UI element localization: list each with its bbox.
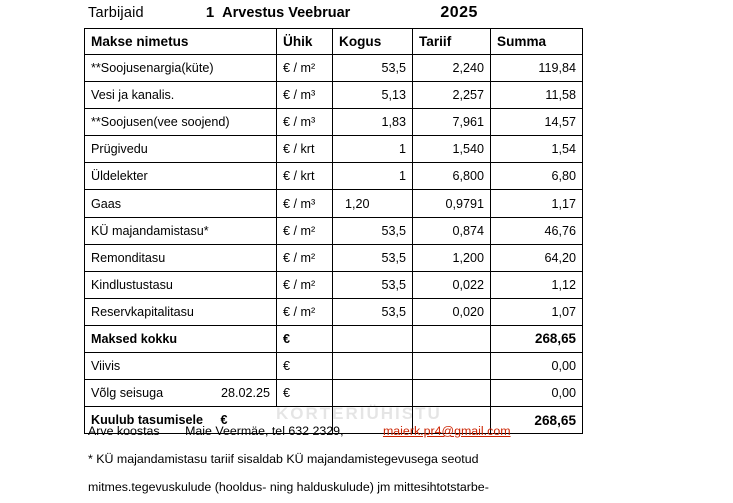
summary-name: Maksed kokku [85,325,277,352]
invoice-table [84,28,583,434]
row-tariff: 0,022 [413,271,491,298]
table-row [85,271,583,298]
row-tariff: 1,540 [413,136,491,163]
row-qty: 53,5 [333,55,413,82]
table-header-row [85,29,583,55]
row-sum: 14,57 [491,109,583,136]
grand-total-sum: 268,65 [491,407,583,434]
row-sum: 6,80 [491,163,583,190]
table-row [85,217,583,244]
column-header-tariff: Tariif [413,29,491,55]
row-unit: € / m² [277,217,333,244]
row-qty: 5,13 [333,82,413,109]
table-row [85,190,583,217]
row-unit: € / m³ [277,109,333,136]
consumers-count: 1 [205,4,215,21]
row-tariff: 6,800 [413,163,491,190]
column-header-unit: Ühik [277,29,333,55]
summary-tariff [413,325,491,352]
compiled-by-name: Maie Veermäe, tel 632 2329, [185,424,344,438]
summary-name-debt [85,380,277,407]
summary-sum: 0,00 [491,380,583,407]
row-name: KÜ majandamistasu* [85,217,277,244]
summary-unit: € [277,380,333,407]
row-name: **Soojusenargia(küte) [85,55,277,82]
row-unit: € / m² [277,298,333,325]
row-qty: 1 [333,163,413,190]
summary-row-debt [85,380,583,407]
row-qty: 1 [333,136,413,163]
row-name: Reservkapitalitasu [85,298,277,325]
row-tariff: 7,961 [413,109,491,136]
row-tariff: 2,257 [413,82,491,109]
summary-name: Viivis [85,353,277,380]
summary-unit: € [277,353,333,380]
grand-total-label: Kuulub tasumisele [91,413,203,428]
summary-debt-date: 28.02.25 [220,386,270,401]
summary-row-interest [85,353,583,380]
summary-unit: € [277,325,333,352]
grand-total-currency: € [220,413,228,428]
row-tariff: 0,020 [413,298,491,325]
row-name: Kindlustustasu [85,271,277,298]
row-name: Prügivedu [85,136,277,163]
row-qty: 1,20 [333,190,413,217]
row-qty: 53,5 [333,298,413,325]
document-footer [88,424,728,494]
compiled-by-label: Arve koostas [88,424,160,438]
row-sum: 1,17 [491,190,583,217]
summary-qty [333,353,413,380]
summary-sum: 268,65 [491,325,583,352]
row-name: Gaas [85,190,277,217]
row-unit: € / m² [277,244,333,271]
row-unit: € / m³ [277,190,333,217]
contact-email-link[interactable]: maierk.pr4@gmail.com [382,424,511,438]
row-sum: 1,07 [491,298,583,325]
period-label: Arvestus Veebruar [222,5,351,21]
consumers-label: Tarbijaid [88,5,144,21]
row-tariff: 2,240 [413,55,491,82]
summary-tariff [413,380,491,407]
footnote-line-1: * KÜ majandamistasu tariif sisaldab KÜ majandamistegevusega seotud [88,452,479,466]
row-qty: 53,5 [333,217,413,244]
table-row [85,109,583,136]
row-sum: 11,58 [491,82,583,109]
summary-tariff [413,353,491,380]
column-header-name: Makse nimetus [85,29,277,55]
row-name: Remonditasu [85,244,277,271]
row-unit: € / m² [277,271,333,298]
table-row [85,163,583,190]
row-sum: 1,54 [491,136,583,163]
row-qty: 53,5 [333,271,413,298]
row-qty: 1,83 [333,109,413,136]
row-tariff: 1,200 [413,244,491,271]
row-name: **Soojusen(vee soojend) [85,109,277,136]
row-unit: € / m² [277,55,333,82]
row-tariff: 0,9791 [413,190,491,217]
year-label: 2025 [440,4,478,21]
table-row [85,136,583,163]
table-row [85,244,583,271]
row-unit: € / krt [277,136,333,163]
summary-qty [333,380,413,407]
footnote-line-2: mitmes.tegevuskulude (hooldus- ning halduskulude) jm mittesihtotstarbe- [88,480,489,494]
row-tariff: 0,874 [413,217,491,244]
row-unit: € / krt [277,163,333,190]
row-sum: 119,84 [491,55,583,82]
table-row [85,55,583,82]
table-row [85,298,583,325]
row-name: Vesi ja kanalis. [85,82,277,109]
summary-sum: 0,00 [491,353,583,380]
column-header-qty: Kogus [333,29,413,55]
summary-debt-label: Võlg seisuga [91,386,164,401]
row-name: Üldelekter [85,163,277,190]
summary-row-total [85,325,583,352]
row-sum: 1,12 [491,271,583,298]
summary-qty [333,325,413,352]
table-row [85,82,583,109]
column-header-sum: Summa [491,29,583,55]
row-sum: 64,20 [491,244,583,271]
row-qty: 53,5 [333,244,413,271]
document-header [88,4,588,28]
row-unit: € / m³ [277,82,333,109]
row-sum: 46,76 [491,217,583,244]
